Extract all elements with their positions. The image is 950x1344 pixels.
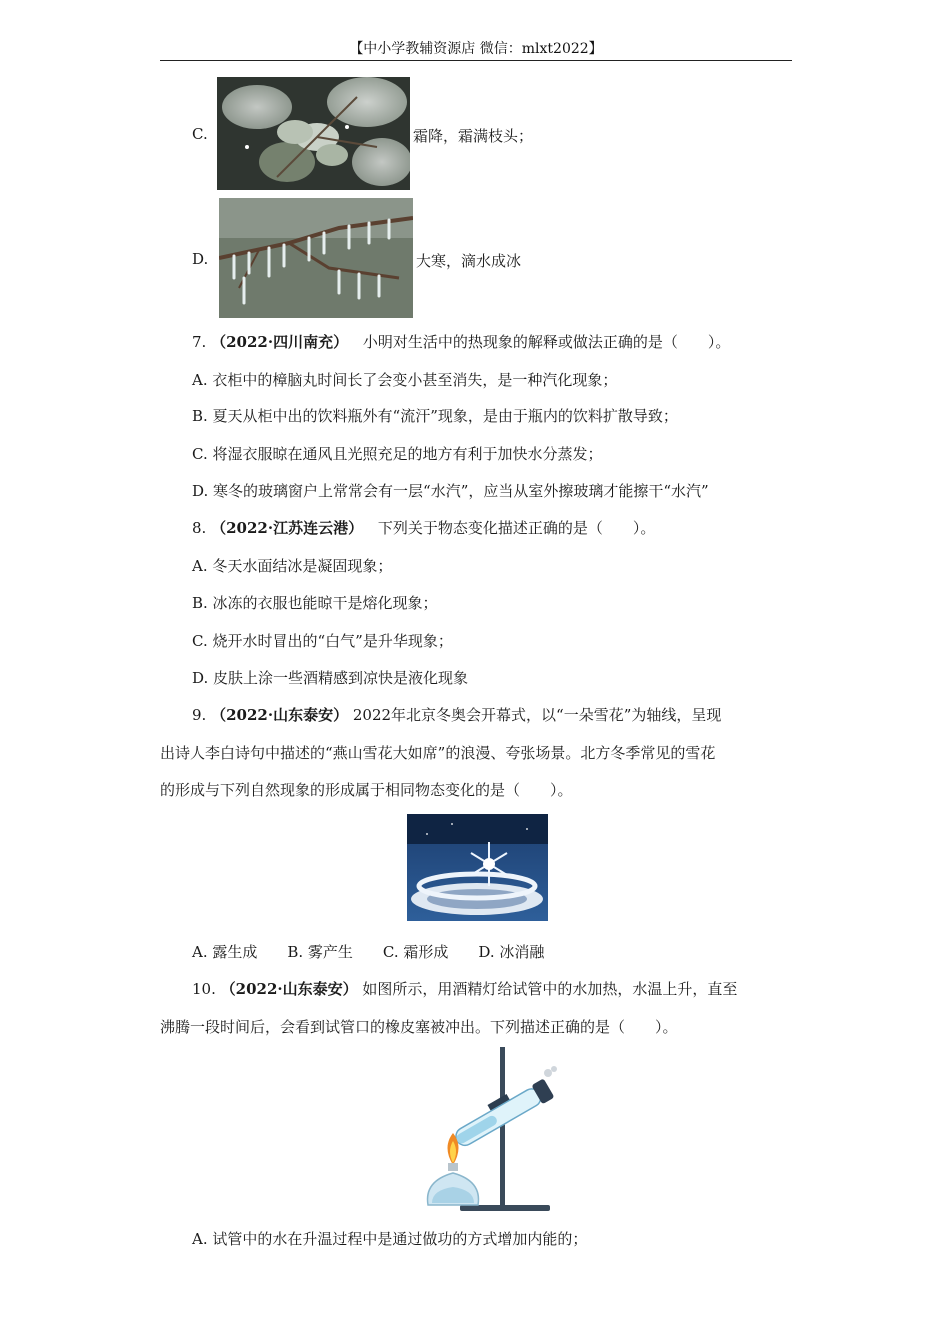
option-c-letter: C. bbox=[192, 125, 208, 143]
q7-option-d: D. 寒冬的玻璃窗户上常常会有一层“水汽”，应当从室外擦玻璃才能擦干“水汽” bbox=[192, 482, 709, 500]
option-c-text: 霜降，霜满枝头； bbox=[413, 127, 534, 145]
q9-stem-part1: 2022年北京冬奥会开幕式，以“一朵雪花”为轴线，呈现 bbox=[352, 706, 722, 724]
q10-stem-line-2: 沸腾一段时间后，会看到试管口的橡皮塞被冲出。下列描述正确的是（ ）。 bbox=[160, 1018, 678, 1036]
q10-stem-line-1 bbox=[192, 978, 737, 999]
q9-stem-line-1 bbox=[192, 704, 721, 725]
header-divider bbox=[160, 60, 792, 61]
q10-option-a: A. 试管中的水在升温过程中是通过做功的方式增加内能的； bbox=[192, 1230, 588, 1248]
q8-option-c: C. 烧开水时冒出的“白气”是升华现象； bbox=[192, 632, 453, 650]
q7-number: 7. bbox=[192, 333, 207, 351]
q10-source: （2022·山东泰安） bbox=[220, 980, 358, 998]
icicle-branch-image bbox=[219, 198, 413, 318]
q8-stem: 下列关于物态变化描述正确的是（ ）。 bbox=[377, 519, 656, 537]
q8-option-a: A. 冬天水面结冰是凝固现象； bbox=[192, 557, 393, 575]
frost-leaves-image bbox=[217, 77, 410, 190]
q10-stem-part1: 如图所示，用酒精灯给试管中的水加热，水温上升，直至 bbox=[362, 980, 738, 998]
q8-number: 8. bbox=[192, 519, 207, 537]
page-header: 【中小学教辅资源店 微信：mlxt2022】 bbox=[349, 41, 603, 57]
q8-source: （2022·江苏连云港） bbox=[211, 519, 364, 537]
q8-option-d: D. 皮肤上涂一些酒精感到凉快是液化现象 bbox=[192, 669, 469, 687]
q9-options: A. 露生成 B. 雾产生 C. 霜形成 D. 冰消融 bbox=[192, 943, 545, 961]
alcohol-lamp-test-tube-diagram bbox=[420, 1045, 565, 1215]
q10-number: 10. bbox=[192, 980, 216, 998]
q8-stem-line bbox=[192, 517, 655, 538]
option-d-text: 大寒，滴水成冰 bbox=[416, 252, 522, 270]
q9-number: 9. bbox=[192, 706, 207, 724]
q7-option-a: A. 衣柜中的樟脑丸时间长了会变小甚至消失，是一种汽化现象； bbox=[192, 371, 618, 389]
q7-stem-line bbox=[192, 331, 730, 352]
q7-source: （2022·四川南充） bbox=[211, 333, 349, 351]
q9-source: （2022·山东泰安） bbox=[211, 706, 349, 724]
q8-option-b: B. 冰冻的衣服也能晾干是熔化现象； bbox=[192, 594, 438, 612]
q9-stem-line-3: 的形成与下列自然现象的形成属于相同物态变化的是（ ）。 bbox=[160, 781, 573, 799]
q7-option-c: C. 将湿衣服晾在通风且光照充足的地方有利于加快水分蒸发； bbox=[192, 445, 603, 463]
option-d-letter: D. bbox=[192, 250, 209, 268]
olympic-snowflake-image bbox=[407, 814, 548, 921]
q7-stem: 小明对生活中的热现象的解释或做法正确的是（ ）。 bbox=[362, 333, 731, 351]
q9-stem-line-2: 出诗人李白诗句中描述的“燕山雪花大如席”的浪漫、夸张场景。北方冬季常见的雪花 bbox=[160, 744, 716, 762]
q7-option-b: B. 夏天从柜中出的饮料瓶外有“流汗”现象，是由于瓶内的饮料扩散导致； bbox=[192, 407, 678, 425]
